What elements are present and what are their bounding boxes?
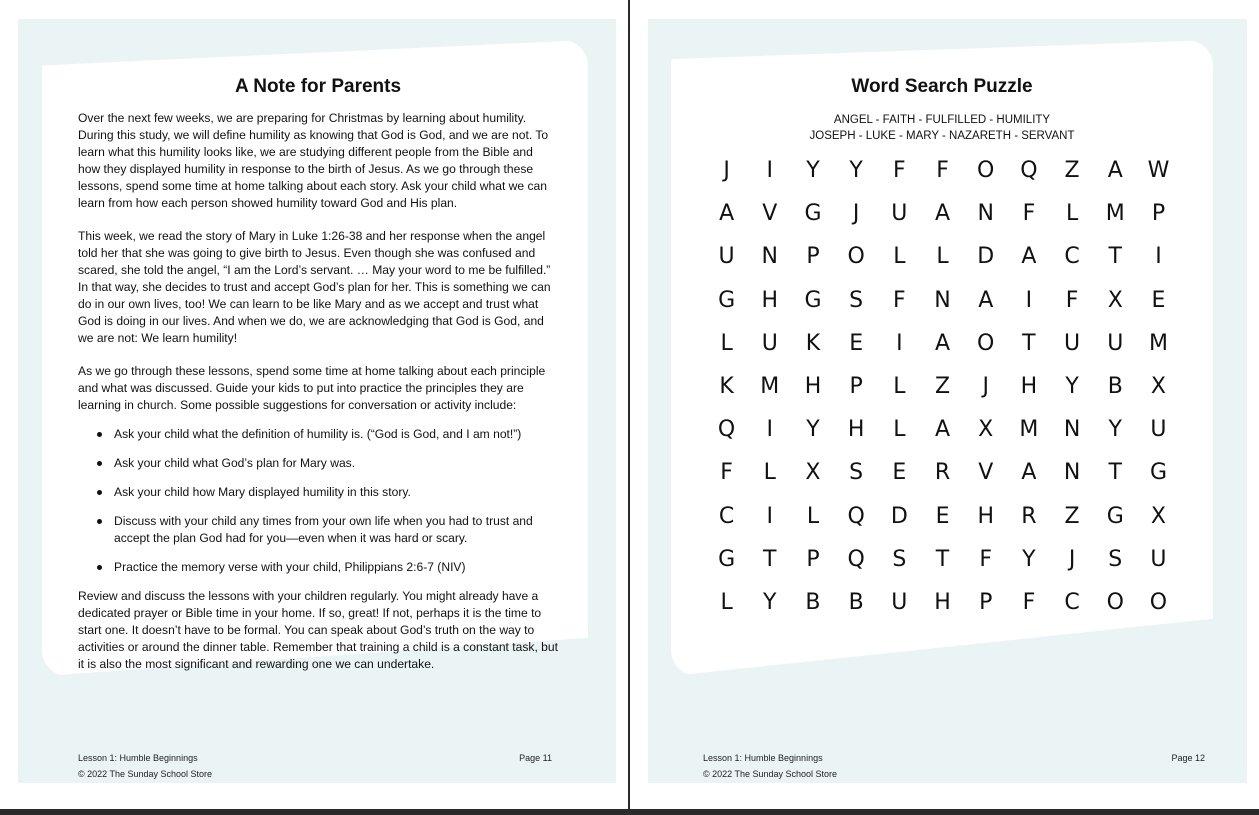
grid-letter: Z (1064, 503, 1080, 529)
grid-letter: E (849, 330, 864, 356)
grid-letter: O (847, 244, 865, 270)
grid-letter: T (1108, 244, 1122, 270)
grid-letter: T (763, 546, 777, 572)
grid-letter: U (891, 201, 908, 227)
grid-letter: B (805, 589, 821, 615)
left-page (0, 0, 628, 809)
grid-letter: D (977, 244, 995, 270)
grid-letter: J (1068, 546, 1076, 572)
grid-letter: G (1149, 460, 1167, 486)
grid-letter: N (1063, 460, 1081, 486)
grid-letter: F (893, 287, 906, 313)
grid-letter: F (1022, 201, 1036, 227)
grid-letter: S (1108, 546, 1123, 572)
grid-letter: Z (1064, 158, 1080, 184)
grid-letter: I (766, 417, 774, 443)
grid-letter: N (934, 287, 951, 313)
grid-letter: A (1021, 460, 1037, 486)
grid-letter: J (852, 201, 860, 227)
grid-letter: A (1107, 158, 1123, 184)
grid-letter: K (719, 374, 734, 400)
grid-letter: L (806, 503, 820, 529)
grid-letter: Y (1108, 417, 1122, 443)
grid-letter: X (1107, 287, 1123, 313)
grid-letter: U (1107, 330, 1124, 356)
grid-letter: G (804, 201, 822, 227)
grid-letter: A (978, 287, 994, 313)
page-number: Page 12 (1171, 753, 1205, 763)
grid-letter: O (1106, 589, 1124, 615)
grid-letter: I (766, 503, 774, 529)
grid-letter: U (1150, 417, 1167, 443)
grid-letter: I (766, 158, 774, 184)
grid-letter: U (1064, 330, 1081, 356)
list-item: Ask your child what God’s plan for Mary was. (114, 455, 558, 472)
grid-letter: Z (934, 374, 951, 400)
grid-letter: J (723, 158, 730, 184)
grid-letter: A (935, 201, 951, 227)
grid-letter: T (935, 546, 950, 572)
grid-letter: M (1105, 201, 1125, 227)
grid-letter: W (1147, 158, 1170, 184)
grid-letter: Y (1065, 374, 1079, 400)
page-footer (78, 750, 552, 782)
grid-letter: H (804, 374, 822, 400)
grid-letter: F (893, 158, 906, 184)
grid-letter: X (978, 417, 994, 443)
suggestion-list (78, 426, 558, 576)
page-title: A Note for Parents (234, 76, 402, 97)
grid-letter: L (893, 244, 906, 270)
paragraph: Over the next few weeks, we are preparing for Christmas by learning about humility. During this study, we will define humility as knowing that God is God, and we are not. To learn what this humility looks like, we are studying different people from the Bible and how they displayed humility in response to the birth of Jesus. As we go through these lessons, spend some time at home talking about each story. Ask your child what we can learn from how each person showed humility toward God and His plan. (78, 111, 549, 210)
grid-letter: L (720, 330, 733, 356)
grid-letter: P (1151, 201, 1166, 227)
grid-letter: R (934, 460, 951, 486)
grid-letter: V (762, 201, 778, 227)
grid-letter: Q (1020, 158, 1038, 184)
grid-letter: P (806, 546, 820, 572)
grid-letter: I (1025, 287, 1033, 313)
grid-letter: U (718, 244, 735, 270)
grid-letter: R (1021, 503, 1037, 529)
right-page (630, 0, 1259, 809)
grid-letter: P (849, 374, 863, 400)
grid-letter: Q (717, 417, 736, 443)
grid-letter: A (935, 330, 951, 356)
grid-letter: U (761, 330, 778, 356)
grid-letter: L (893, 417, 906, 443)
grid-letter: G (718, 287, 736, 313)
grid-letter: U (1150, 546, 1167, 572)
grid-letter: F (979, 546, 993, 572)
page-title: Word Search Puzzle (851, 76, 1033, 97)
grid-letter: L (893, 374, 906, 400)
grid-letter: T (1108, 460, 1122, 486)
grid-letter: L (720, 589, 733, 615)
grid-letter: K (805, 330, 821, 356)
grid-letter: N (1063, 417, 1081, 443)
grid-letter: I (896, 330, 903, 356)
grid-letter: A (1021, 244, 1037, 270)
parents-note (78, 76, 558, 689)
list-item: Discuss with your child any times from your own life when you had to trust and accept the plan God had for you—even when it was hard or scary. (114, 513, 558, 547)
grid-letter: C (718, 503, 735, 529)
grid-letter: Q (847, 503, 865, 529)
grid-letter: S (849, 287, 864, 313)
grid-letter: P (806, 244, 820, 270)
grid-letter: E (935, 503, 950, 529)
list-item: Ask your child what the definition of humility is. (“God is God, and I am not!”) (114, 426, 558, 443)
grid-letter: H (847, 417, 865, 443)
lesson-title: Lesson 1: Humble Beginnings (703, 753, 823, 763)
grid-letter: X (805, 460, 821, 486)
grid-letter: M (1148, 330, 1168, 356)
grid-letter: P (979, 589, 993, 615)
grid-letter: H (761, 287, 779, 313)
grid-letter: X (1150, 374, 1166, 400)
grid-letter: B (1107, 374, 1123, 400)
grid-letter: Y (806, 158, 820, 184)
grid-letter: O (1149, 589, 1168, 615)
grid-letter: L (936, 244, 949, 270)
paragraph: This week, we read the story of Mary in Luke 1:26-38 and her response when the angel told her that she was going to give birth to Jesus. Even though she was confused and scared, she told the angel, “I am the Lord’s servant. … May your word to me be fulfilled.” In that way, she decides to trust and accept God’s plan for her. This is something we can do in our own lives, too! We can learn to be like Mary and as we accept and trust what God is doing in our lives. And when we do, we are acknowledging that God is God, and we are not: We learn humility! (78, 229, 551, 345)
word-list-line: JOSEPH - LUKE - MARY - NAZARETH - SERVANT (809, 130, 1075, 142)
grid-letter: Y (806, 417, 820, 443)
grid-letter: C (1064, 244, 1080, 270)
grid-letter: G (718, 546, 736, 572)
list-item: Ask your child how Mary displayed humility in this story. (114, 484, 558, 501)
grid-letter: G (1106, 503, 1124, 529)
lesson-title: Lesson 1: Humble Beginnings (78, 753, 198, 763)
grid-letter: S (849, 460, 864, 486)
grid-letter: A (935, 417, 951, 443)
grid-letter: Q (847, 546, 865, 572)
grid-letter: J (982, 374, 989, 400)
grid-letter: O (977, 158, 995, 184)
grid-letter: T (1022, 330, 1036, 356)
grid-letter: I (1155, 244, 1162, 270)
grid-letter: A (719, 201, 735, 227)
letter-grid (705, 149, 1180, 624)
page-footer (703, 750, 1205, 782)
grid-letter: N (977, 201, 994, 227)
grid-letter: Y (1022, 546, 1036, 572)
grid-letter: U (891, 589, 908, 615)
copyright: © 2022 The Sunday School Store (703, 769, 838, 779)
grid-letter: H (977, 503, 994, 529)
grid-letter: H (1020, 374, 1038, 400)
grid-letter: O (977, 330, 995, 356)
grid-letter: F (720, 460, 733, 486)
grid-letter: B (848, 589, 864, 615)
word-list (700, 112, 1184, 144)
grid-letter: S (892, 546, 907, 572)
grid-letter: Y (849, 158, 863, 184)
word-list-line: ANGEL - FAITH - FULFILLED - HUMILITY (833, 114, 1051, 126)
page-number: Page 11 (519, 753, 552, 763)
grid-letter: X (1150, 503, 1166, 529)
grid-letter: N (761, 244, 779, 270)
copyright: © 2022 The Sunday School Store (78, 769, 213, 779)
grid-letter: M (760, 374, 780, 400)
paragraph: Review and discuss the lessons with your children regularly. You might already have a dedicated prayer or Bible time in your home. If so, great! If not, perhaps it is the time to start one. It doesn’t have to be formal. You can speak about God’s truth on the way to activities or around the dinner table. Remember that training a child is a constant task, but it is also the most significant and rewarding one we can undertake. (78, 589, 558, 671)
grid-letter: C (1064, 589, 1080, 615)
grid-letter: F (1065, 287, 1079, 313)
grid-letter: Y (763, 589, 777, 615)
grid-letter: L (763, 460, 776, 486)
grid-letter: E (892, 460, 907, 486)
grid-letter: E (1151, 287, 1166, 313)
paragraph: As we go through these lessons, spend some time at home talking about each principle and what was discussed. Guide your kids to put into practice the principles they are learning in church. Some possible suggestions for conversation or activity include: (78, 364, 546, 412)
grid-letter: F (936, 158, 949, 184)
list-item: Practice the memory verse with your child, Philippians 2:6-7 (NIV) (114, 559, 558, 576)
grid-letter: F (1022, 589, 1036, 615)
grid-letter: L (1065, 201, 1079, 227)
grid-letter: G (804, 287, 822, 313)
word-search (700, 76, 1184, 144)
grid-letter: D (890, 503, 908, 529)
grid-letter: M (1019, 417, 1039, 443)
grid-letter: H (934, 589, 951, 615)
grid-letter: V (978, 460, 994, 486)
